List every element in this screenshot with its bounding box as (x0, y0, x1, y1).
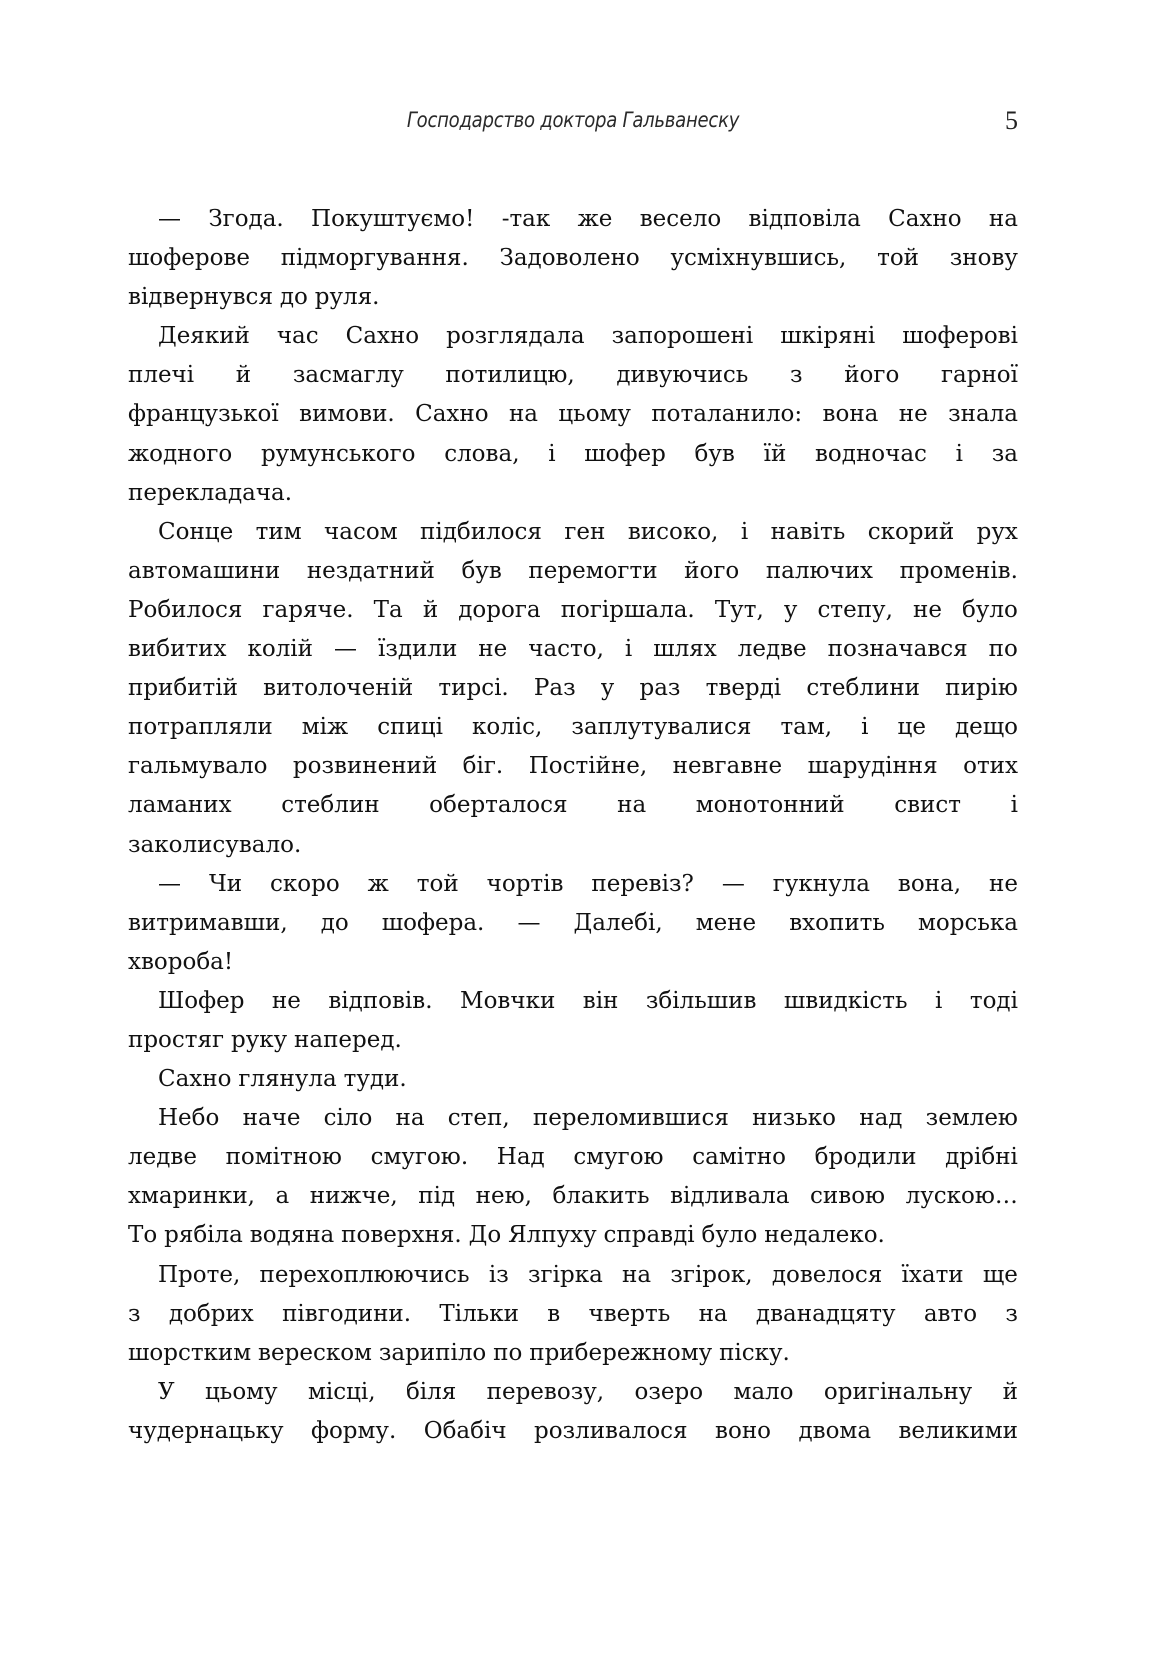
text-line: з добрих півгодини. Тільки в чверть на дванадцяту авто з (128, 1300, 1018, 1327)
text-line: Деякий час Сахно розглядала запорошені шкіряні шоферові (158, 323, 1018, 350)
text-line: Проте, перехоплюючись із згірка на згірок, довелося їхати ще (158, 1261, 1018, 1288)
paragraph (128, 865, 1018, 982)
paragraph (128, 1256, 1018, 1373)
running-header (128, 108, 1018, 140)
text-line: шоферове підморгування. Задоволено усміхнувшись, той знову (128, 245, 1018, 272)
text-line: прибитій витолоченій тирсі. Раз у раз тверді стеблини пирію (128, 675, 1018, 702)
text-line: жодного румунського слова, і шофер був їй водночас і за (128, 440, 1018, 467)
text-line: Сонце тим часом підбилося ген високо, і навіть скорий рух (158, 518, 1018, 545)
paragraph (128, 1099, 1018, 1255)
text-line: У цьому місці, біля перевозу, озеро мало оригінальну й (158, 1378, 1018, 1405)
text-line: хвороба! (128, 948, 234, 975)
text-line: автомашини нездатний був перемогти його палючих променів. (128, 557, 1018, 584)
text-line: ламаних стеблин оберталося на монотонний свист і (128, 792, 1018, 819)
text-line: відвернувся до руля. (128, 284, 380, 311)
text-line: простяг руку наперед. (128, 1026, 402, 1053)
text-line: шорстким вереском зарипіло по прибережному піску. (128, 1339, 790, 1366)
text-line: витримавши, до шофера. — Далебі, мене вхопить морська (128, 909, 1018, 936)
text-line: французької вимови. Сахно на цьому поталанило: вона не знала (128, 401, 1018, 428)
text-line: потрапляли між спиці коліс, заплутувалися там, і це дещо (128, 714, 1018, 741)
text-line: перекладача. (128, 479, 293, 506)
body-text (128, 200, 1018, 1451)
text-line: То рябіла водяна поверхня. До Ялпуху справді було недалеко. (128, 1222, 885, 1249)
text-line: заколисувало. (128, 831, 302, 858)
page-number: 5 (1005, 106, 1018, 135)
text-line: — Згода. Покуштуємо! -так же весело відповіла Сахно на (158, 206, 1018, 232)
text-line: Робилося гаряче. Та й дорога погіршала. Тут, у степу, не було (128, 596, 1018, 623)
text-line: хмаринки, а нижче, під нею, блакить відливала сивою лускою… (128, 1183, 1018, 1210)
paragraph (128, 513, 1018, 865)
text-line: Сахно глянула туди. (158, 1066, 407, 1093)
paragraph (128, 1060, 1018, 1099)
paragraph (128, 317, 1018, 512)
text-line: чудернацьку форму. Обабіч розливалося воно двома великими (128, 1417, 1018, 1444)
text-line: ледве помітною смугою. Над смугою самітно бродили дрібні (128, 1144, 1018, 1171)
text-line: плечі й засмаглу потилицю, дивуючись з його гарної (128, 362, 1018, 389)
text-line: Небо наче сіло на степ, переломившися низько над землею (158, 1105, 1018, 1132)
paragraph (128, 1373, 1018, 1451)
paragraph (128, 200, 1018, 317)
paragraph (128, 982, 1018, 1060)
text-line: гальмувало розвинений біг. Постійне, невгавне шарудіння отих (128, 753, 1018, 780)
running-title: Господарство доктора Гальванеску (406, 108, 740, 132)
text-line: вибитих колій — їздили не часто, і шлях ледве позначався по (128, 636, 1018, 663)
text-line: — Чи скоро ж той чортів перевіз? — гукнула вона, не (158, 870, 1018, 897)
text-line: Шофер не відповів. Мовчки він збільшив швидкість і тоді (158, 987, 1018, 1014)
